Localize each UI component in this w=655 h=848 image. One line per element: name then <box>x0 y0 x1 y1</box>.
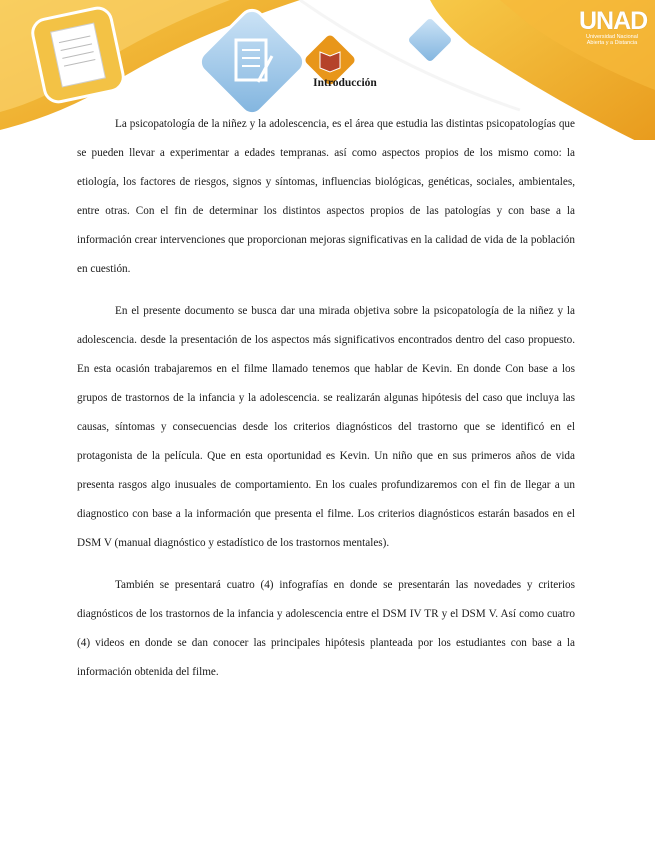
notepad-icon <box>30 6 126 105</box>
document-title: Introducción <box>313 77 377 89</box>
logo-line-2: Abierta y a Distancia <box>586 40 638 46</box>
logo-word: UNAD <box>579 7 648 35</box>
paragraph-2: En el presente documento se busca dar una mirada objetiva sobre la psicopatología de la niñez y la adolescencia. desde la presentación de los aspectos más significativos encontrados dentro del caso propuesto. En esta ocasión trabajaremos en el filme llamado tenemos que hablar de Kevin. En donde Con base a los grupos de trastornos de la infancia y la adolescencia. se realizarán algunas hipótesis del caso que incluya las causas, síntomas y consecuencias desde los criterios diagnósticos del trastorno que se identificó en el protagonista de la película. Que en esta oportunidad es Kevin. Un niño que en sus primeros años de vida presenta rasgos algo inusuales de comportamiento. En los cuales profundizaremos con el fin de llegar a un diagnostico con base a la información que presenta el filme. Los criterios diagnósticos estarán basados en el DSM V (manual diagnóstico y estadístico de los trastornos mentales). <box>77 305 575 549</box>
document-body <box>77 110 575 700</box>
paragraph-3: También se presentará cuatro (4) infografías en donde se presentarán las novedades y criterios diagnósticos de los trastornos de la infancia y adolescencia entre el DSM IV TR y el DSM V. Así como cuatro (4) videos en donde se dan conocer las principales hipótesis planteada por los estudiantes con base a la información obtenida del filme. <box>77 579 575 678</box>
logo-line-1: Universidad Nacional <box>586 34 638 40</box>
paragraph-1: La psicopatología de la niñez y la adolescencia, es el área que estudia las distintas psicopatologías que se pueden llevar a experimentar a edades tempranas. así como aspectos propios de los mismo como: la etiología, los factores de riesgos, signos y síntomas, influencias biológicas, genéticas, sociales, ambientales, entre otras. Con el fin de determinar los distintos aspectos propios de las patologías y con base a la información crear intervenciones que proporcionan mejoras significativas en la calidad de vida de la población en cuestión. <box>77 118 575 275</box>
unad-logo <box>579 7 648 46</box>
